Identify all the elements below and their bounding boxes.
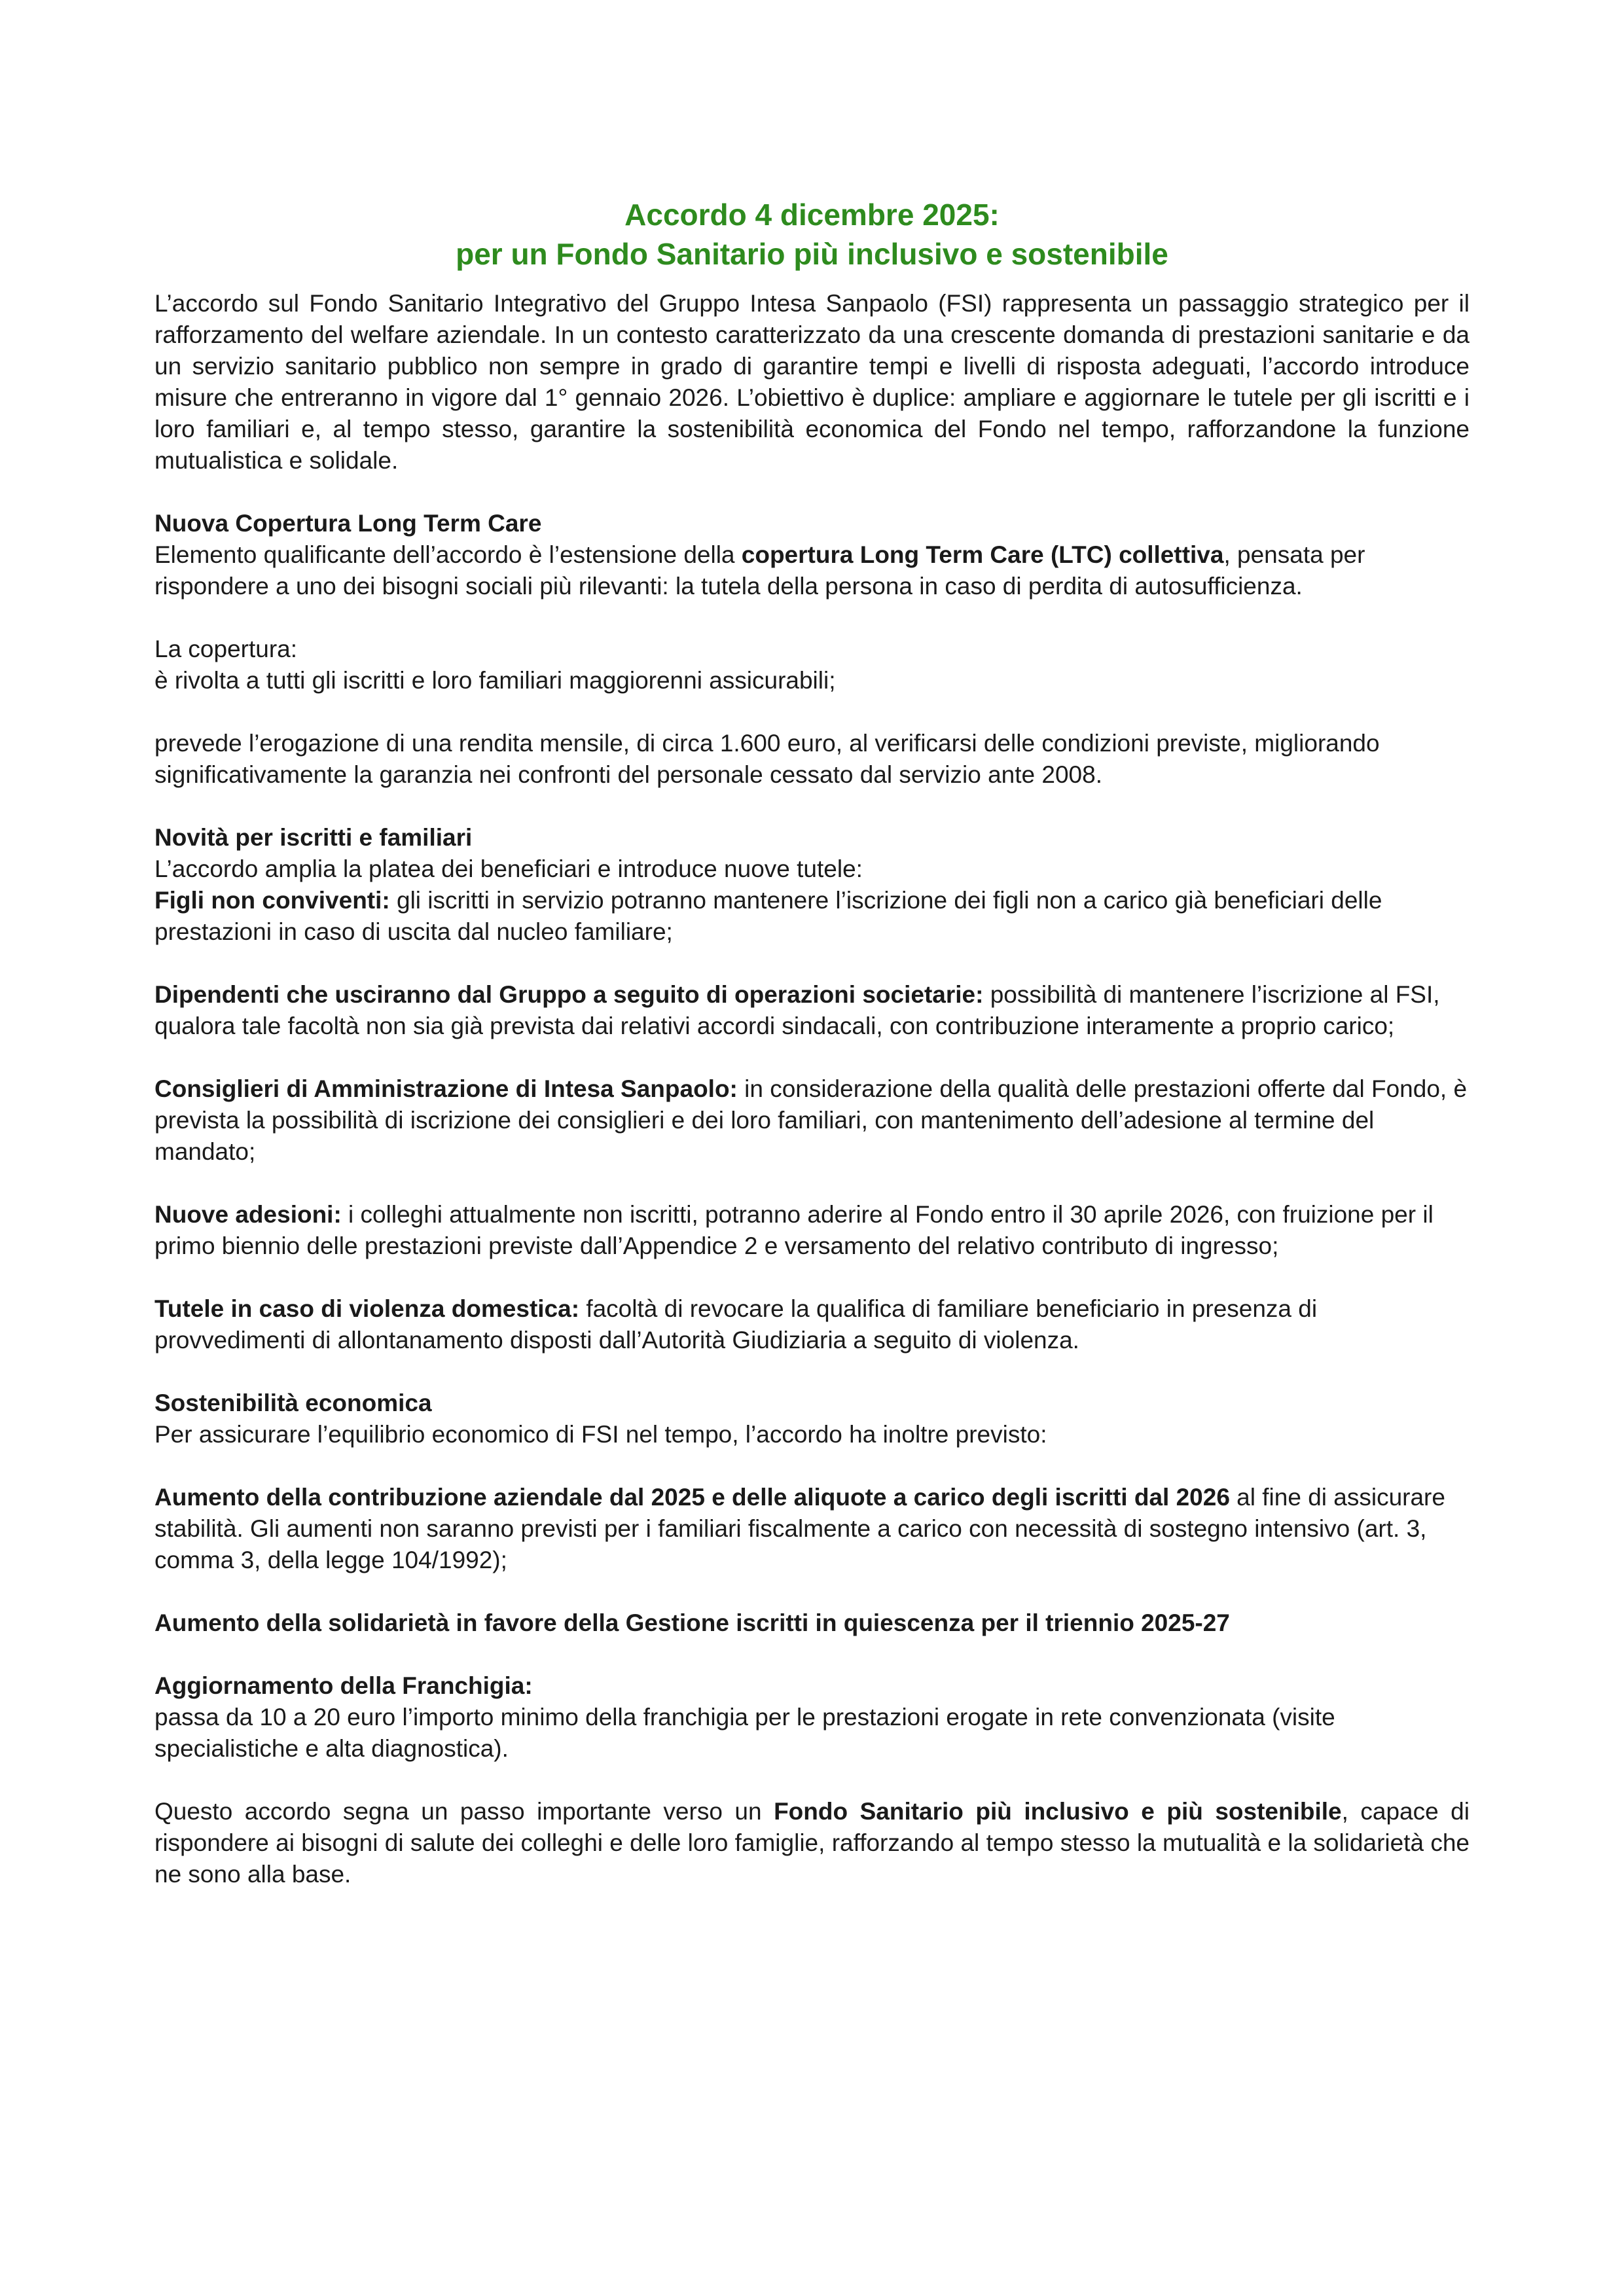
title-line-2: per un Fondo Sanitario più inclusivo e sostenibile	[456, 237, 1168, 271]
sostenibilita-intro: Per assicurare l’equilibrio economico di FSI nel tempo, l’accordo ha inoltre previsto:	[154, 1421, 1047, 1448]
novita-item-1-text: gli iscritti in servizio potranno mantenere l’iscrizione dei figli non a carico già beneficiari delle prestazioni in caso di uscita dal nucleo familiare;	[154, 887, 1382, 945]
coverage-intro: La copertura:	[154, 636, 298, 662]
franchigia-text: passa da 10 a 20 euro l’importo minimo della franchigia per le prestazioni erogate in rete convenzionata (visite specialistiche e alta diagnostica).	[154, 1704, 1335, 1762]
ltc-text-before: Elemento qualificante dell’accordo è l’estensione della	[154, 541, 742, 568]
sostenibilita-heading: Sostenibilità economica	[154, 1390, 432, 1416]
novita-item-4-text: i colleghi attualmente non iscritti, potranno aderire al Fondo entro il 30 aprile 2026, con fruizione per il primo biennio delle prestazioni previste dall’Appendice 2 e versamento del relativo contributo di ingresso;	[154, 1201, 1434, 1259]
novita-heading: Novità per iscritti e familiari	[154, 824, 473, 851]
novita-item-1-label: Figli non conviventi:	[154, 887, 390, 914]
coverage-block	[154, 634, 1470, 696]
sostenibilita-section	[154, 1388, 1470, 1450]
franchigia-block	[154, 1670, 1470, 1765]
conclusion-paragraph	[154, 1796, 1470, 1890]
intro-paragraph: L’accordo sul Fondo Sanitario Integrativo del Gruppo Intesa Sanpaolo (FSI) rappresenta un passaggio strategico per il rafforzamento del welfare aziendale. In un contesto caratterizzato da una crescente domanda di prestazioni sanitarie e da un servizio sanitario pubblico non sempre in grado di garantire tempi e livelli di risposta adeguati, l’accordo introduce misure che entreranno in vigore dal 1° gennaio 2026. L’obiettivo è duplice: ampliare e aggiornare le tutele per gli iscritti e i loro familiari e, al tempo stesso, garantire la sostenibilità economica del Fondo nel tempo, rafforzandone la funzione mutualistica e solidale.	[154, 290, 1470, 474]
novita-intro: L’accordo amplia la platea dei beneficiari e introduce nuove tutele:	[154, 855, 863, 882]
novita-item-4	[154, 1199, 1470, 1262]
ltc-heading: Nuova Copertura Long Term Care	[154, 510, 542, 537]
novita-item-5-text: facoltà di revocare la qualifica di familiare beneficiario in presenza di provvedimenti di allontanamento disposti dall’Autorità Giudiziaria a seguito di violenza.	[154, 1295, 1318, 1354]
novita-item-4-label: Nuove adesioni:	[154, 1201, 342, 1228]
novita-item-2-text: possibilità di mantenere l’iscrizione al FSI, qualora tale facoltà non sia già prevista dai relativi accordi sindacali, con contribuzione interamente a proprio carico;	[154, 981, 1440, 1039]
novita-item-3	[154, 1073, 1470, 1168]
sostenibilita-item-1-bold: Aumento della contribuzione aziendale dal 2025 e delle aliquote a carico degli iscritti dal 2026	[154, 1484, 1230, 1511]
sostenibilita-item-1	[154, 1482, 1470, 1576]
novita-section	[154, 822, 1470, 948]
document-page	[154, 195, 1470, 1890]
ltc-text-bold: copertura Long Term Care (LTC) collettiva	[741, 541, 1224, 568]
ltc-text-after: , pensata per rispondere a uno dei bisogni sociali più rilevanti: la tutela della persona in caso di perdita di autosufficienza.	[154, 541, 1365, 600]
sostenibilita-item-2: Aumento della solidarietà in favore della Gestione iscritti in quiescenza per il triennio 2025-27	[154, 1609, 1230, 1636]
novita-item-5	[154, 1293, 1470, 1356]
novita-item-3-text: in considerazione della qualità delle prestazioni offerte dal Fondo, è prevista la possibilità di iscrizione dei consiglieri e dei loro familiari, con mantenimento dell’adesione al termine del mandato;	[154, 1075, 1468, 1165]
title-line-1: Accordo 4 dicembre 2025:	[624, 198, 1000, 232]
conclusion-text-before: Questo accordo segna un passo importante verso un	[154, 1798, 774, 1825]
novita-item-2	[154, 979, 1470, 1042]
document-title	[154, 195, 1470, 274]
novita-item-2-label: Dipendenti che usciranno dal Gruppo a seguito di operazioni societarie:	[154, 981, 984, 1008]
coverage-item-1: è rivolta a tutti gli iscritti e loro familiari maggiorenni assicurabili;	[154, 667, 836, 694]
conclusion-text-after: , capace di rispondere ai bisogni di salute dei colleghi e delle loro famiglie, rafforzando al tempo stesso la mutualità e la solidarietà che ne sono alla base.	[154, 1798, 1470, 1888]
coverage-item-2: prevede l’erogazione di una rendita mensile, di circa 1.600 euro, al verificarsi delle condizioni previste, migliorando significativamente la garanzia nei confronti del personale cessato dal servizio ante 2008.	[154, 730, 1380, 788]
franchigia-heading: Aggiornamento della Franchigia:	[154, 1672, 533, 1699]
sostenibilita-item-1-text: al fine di assicurare stabilità. Gli aumenti non saranno previsti per i familiari fiscalmente a carico con necessità di sostegno intensivo (art. 3, comma 3, della legge 104/1992);	[154, 1484, 1445, 1573]
ltc-section	[154, 508, 1470, 602]
novita-item-3-label: Consiglieri di Amministrazione di Intesa Sanpaolo:	[154, 1075, 738, 1102]
conclusion-text-bold: Fondo Sanitario più inclusivo e più sostenibile	[774, 1798, 1342, 1825]
novita-item-5-label: Tutele in caso di violenza domestica:	[154, 1295, 580, 1322]
